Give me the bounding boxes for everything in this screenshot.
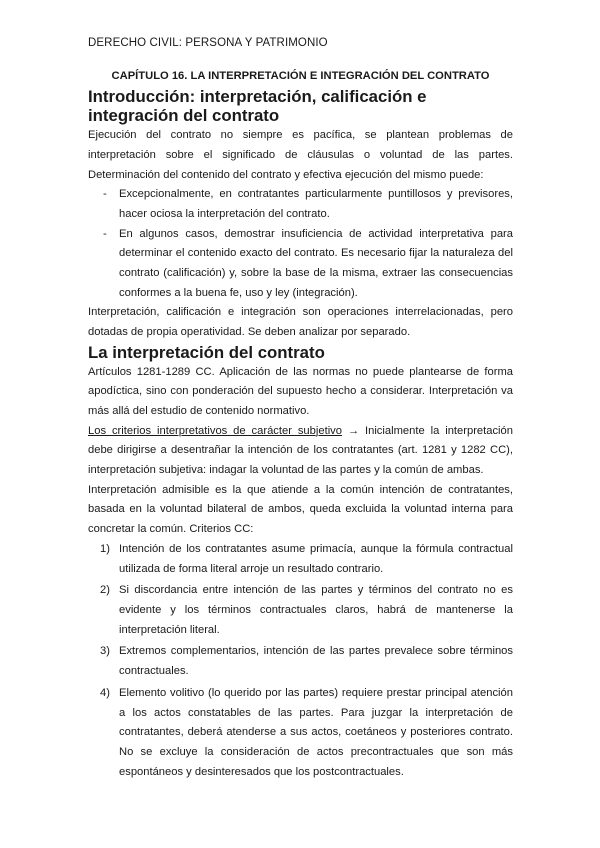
- criteria-list: [88, 540, 513, 782]
- list-item: [88, 642, 513, 681]
- intro-heading: Introducción: interpretación, calificación e integración del contrato: [88, 86, 427, 126]
- subjective-criteria-label: Los criterios interpretativos de carácter subjetivo: [88, 424, 342, 437]
- interpretation-heading: La interpretación del contrato: [88, 342, 325, 362]
- list-item: [88, 581, 513, 640]
- list-item-text: En algunos casos, demostrar insuficiencia de actividad interpretativa para determinar el contenido exacto del contrato. Es necesario fijar la naturaleza del contrato (calificación) y, sobre la base de la misma, extraer las consecuencias conformes a la buena fe, uso y ley (integración).: [119, 227, 513, 299]
- number-marker: 3): [100, 645, 110, 658]
- document-body: [88, 67, 513, 784]
- dash-marker: -: [103, 188, 107, 201]
- intro-bullet-list: [88, 185, 513, 303]
- list-item-text: Elemento volitivo (lo querido por las partes) requiere prestar principal atención a los actos constatables de las partes. Para juzgar la interpretación de contratantes, deberá atenderse a sus actos, coetáneos y posteriores contrato. No se excluye la consideración de actos precontractuales que son más espontáneos y desinteresados que los postcontractuales.: [119, 686, 513, 778]
- list-item-text: Si discordancia entre intención de las partes y términos del contrato no es evidente y los términos contractuales claros, habrá de mantenerse la interpretación literal.: [119, 584, 513, 636]
- list-item: [88, 684, 513, 783]
- number-marker: 4): [100, 686, 110, 699]
- subjective-criteria-text: → Inicialmente la interpretación debe dirigirse a desentrañar la intención de los contratantes (art. 1281 y 1282 CC), interpretación subjetiva: indagar la voluntad de las partes y la común de ambas.: [88, 424, 513, 477]
- list-item-text: Excepcionalmente, en contratantes particularmente puntillosos y previsores, hacer ociosa la interpretación del contrato.: [119, 188, 513, 220]
- list-item-text: Intención de los contratantes asume primacía, aunque la fórmula contractual utilizada de forma literal arroje un resultado contrario.: [119, 542, 513, 575]
- number-marker: 1): [100, 542, 110, 555]
- list-item: [88, 185, 513, 224]
- list-item: [88, 225, 513, 304]
- admissible-interpretation-paragraph: Interpretación admisible es la que atiende a la común intención de contratantes, basada en la voluntad bilateral de ambos, queda excluida la voluntad interna para concretar la común. Criterios CC:: [88, 483, 513, 536]
- intro-closing-paragraph: Interpretación, calificación e integración son operaciones interrelacionadas, pero dotadas de propia operatividad. Se deben analizar por separado.: [88, 306, 513, 339]
- intro-paragraph: Ejecución del contrato no siempre es pacífica, se plantean problemas de interpretación sobre el significado de cláusulas o voluntad de las partes. Determinación del contenido del contrato y efectiva ejecución del mismo puede:: [88, 129, 513, 181]
- list-item: [88, 540, 513, 579]
- interpretation-paragraph-articles: Artículos 1281-1289 CC. Aplicación de las normas no puede plantearse de forma apodíctica, sino con ponderación del supuesto hecho a considerar. Interpretación va más allá del estudio de contenido normativo.: [88, 365, 513, 417]
- running-header: DERECHO CIVIL: PERSONA Y PATRIMONIO: [88, 37, 328, 49]
- list-item-text: Extremos complementarios, intención de las partes prevalece sobre términos contractuales.: [119, 645, 513, 678]
- subjective-criteria-paragraph: [88, 422, 513, 481]
- chapter-title: CAPÍTULO 16. LA INTERPRETACIÓN E INTEGRACIÓN DEL CONTRATO: [111, 70, 490, 82]
- number-marker: 2): [100, 584, 110, 597]
- dash-marker: -: [103, 227, 107, 240]
